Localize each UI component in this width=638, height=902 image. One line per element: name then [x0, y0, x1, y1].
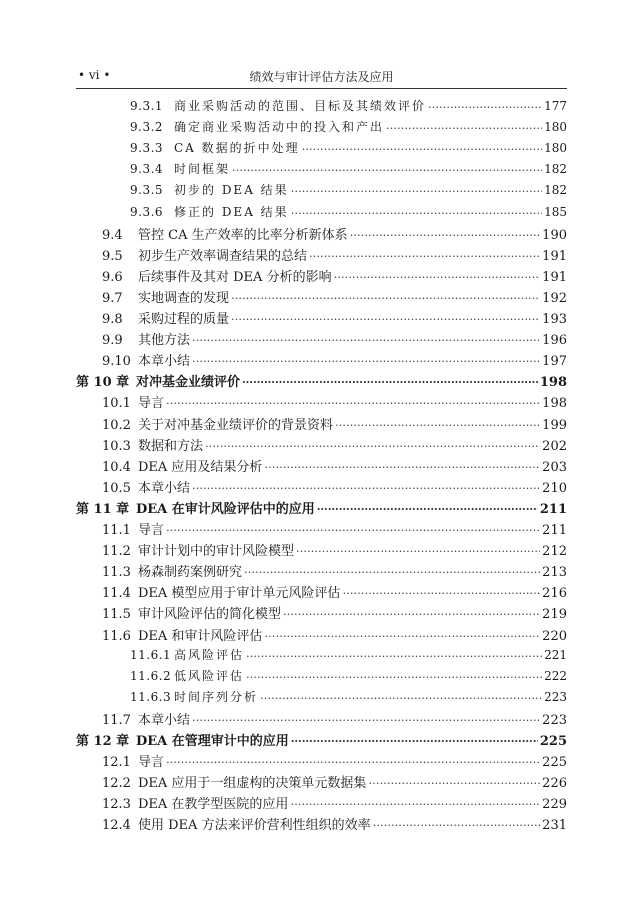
toc-entry-number: 9.3.1 — [130, 99, 164, 113]
toc-entry[interactable] — [130, 646, 567, 667]
toc-entry-number: 9.3.6 — [130, 204, 164, 219]
toc-entry-page: 191 — [542, 248, 567, 264]
toc-entry-title: 关于对冲基金业绩评价的背景资料 — [138, 417, 334, 433]
page-header — [76, 68, 567, 88]
dot-leader — [242, 373, 538, 386]
toc-entry-page: 191 — [542, 269, 567, 285]
toc-entry-page: 226 — [542, 776, 567, 792]
dot-leader — [192, 479, 540, 492]
toc-entry-page: 213 — [542, 565, 567, 581]
toc-entry[interactable] — [102, 224, 567, 245]
toc-entry[interactable] — [130, 139, 567, 160]
toc-entry-number: 12.1 — [102, 755, 131, 771]
toc-entry[interactable] — [102, 456, 567, 477]
toc-entry-title: DEA 应用及结果分析 — [138, 459, 263, 475]
dot-leader — [246, 647, 542, 659]
toc-entry[interactable] — [102, 772, 567, 793]
toc-entry-number: 9.3.5 — [130, 183, 164, 198]
toc-entry[interactable] — [102, 709, 567, 730]
toc-entry-number: 10.2 — [102, 417, 131, 433]
toc-chapter-entry[interactable] — [76, 730, 567, 751]
dot-leader — [335, 416, 540, 429]
toc-entry-title: 采购过程的质量 — [138, 312, 230, 327]
toc-entry-title: 商业采购活动的范围、目标及其绩效评价 — [174, 99, 427, 113]
toc-entry-title: DEA 和审计风险评估 — [138, 628, 263, 644]
toc-entry-title: 后续事件及其对 DEA 分析的影响 — [138, 269, 332, 285]
toc-chapter-entry[interactable] — [76, 498, 567, 519]
toc-entry[interactable] — [130, 97, 567, 118]
toc-entry-page: 223 — [542, 712, 567, 728]
toc-entry[interactable] — [130, 667, 567, 688]
toc-entry[interactable] — [102, 582, 567, 603]
toc-entry-title: 时间框架 — [174, 162, 231, 177]
dot-leader — [192, 711, 540, 724]
toc-entry-title: DEA 在审计风险评估中的应用 — [136, 501, 315, 517]
dot-leader — [192, 331, 540, 344]
toc-entry[interactable] — [102, 392, 567, 413]
toc-entry-page: 222 — [544, 668, 567, 683]
toc-entry-title: 导言 — [138, 396, 165, 412]
toc-entry-page: 225 — [542, 755, 567, 771]
dot-leader — [291, 204, 542, 216]
toc-entry-page: 199 — [542, 417, 567, 433]
toc-entry-title: DEA 在管理审计中的应用 — [136, 734, 289, 749]
dot-leader — [264, 627, 540, 640]
toc-entry-page: 225 — [539, 734, 567, 749]
toc-entry-title: 审计计划中的审计风险模型 — [138, 544, 295, 560]
dot-leader — [334, 268, 541, 281]
toc-entry-title: 导言 — [138, 523, 165, 538]
dot-leader — [291, 182, 542, 194]
toc-entry-number: 第 10 章 — [76, 375, 130, 391]
toc-entry-number: 11.6.3 — [130, 689, 172, 704]
toc-entry-page: 221 — [544, 647, 567, 662]
toc-entry-number: 9.9 — [102, 333, 123, 349]
toc-entry[interactable] — [130, 203, 567, 224]
toc-entry-number: 9.4 — [102, 227, 123, 243]
dot-leader — [205, 437, 540, 450]
toc-entry-number: 11.6 — [102, 628, 131, 644]
toc-entry-number: 12.3 — [102, 797, 131, 813]
toc-entry-number: 9.10 — [102, 354, 131, 370]
toc-entry-title: 初步的 DEA 结果 — [174, 183, 289, 198]
toc-entry-title: 本章小结 — [138, 712, 191, 728]
toc-entry-title: DEA 在教学型医院的应用 — [138, 797, 289, 813]
toc-entry-number: 9.8 — [102, 312, 123, 327]
toc-entry-number: 10.5 — [102, 480, 131, 496]
toc-entry-title: 管控 CA 生产效率的比率分析新体系 — [138, 227, 348, 243]
toc-entry-title: 杨森制药案例研究 — [138, 565, 243, 581]
dot-leader — [244, 563, 540, 576]
toc-entry-number: 9.3.2 — [130, 120, 164, 135]
toc-entry-page: 180 — [544, 141, 567, 156]
toc-entry-page: 210 — [542, 480, 567, 496]
dot-leader — [231, 310, 540, 323]
toc-entry[interactable] — [102, 625, 567, 646]
toc-entry-page: 212 — [542, 544, 567, 560]
toc-entry-page: 180 — [544, 120, 567, 135]
toc-entry[interactable] — [102, 435, 567, 456]
toc-entry-page: 192 — [542, 290, 567, 306]
toc-entry-page: 198 — [542, 396, 567, 412]
toc-entry-number: 10.3 — [102, 438, 131, 454]
toc-entry-page: 223 — [544, 689, 567, 704]
toc-entry-number: 11.3 — [102, 565, 131, 581]
dot-leader — [291, 732, 538, 745]
toc-entry-page: 211 — [539, 501, 567, 517]
toc-entry-number: 11.1 — [102, 523, 131, 538]
toc-entry-title: 修正的 DEA 结果 — [174, 204, 289, 219]
header-rule — [76, 88, 567, 89]
toc-entry-title: 数据和方法 — [138, 438, 204, 454]
toc-entry[interactable] — [102, 287, 567, 308]
dot-leader — [296, 542, 540, 555]
toc-entry-number: 10.1 — [102, 396, 131, 412]
toc-entry-title: 本章小结 — [138, 354, 191, 370]
dot-leader — [350, 226, 541, 239]
toc-entry-page: 211 — [542, 523, 567, 538]
toc-entry-title: CA 数据的折中处理 — [174, 141, 300, 156]
toc-entry-number: 11.6.2 — [130, 668, 172, 683]
toc-entry-page: 190 — [542, 227, 567, 243]
toc-entry-page: 219 — [542, 607, 567, 623]
toc-entry[interactable] — [102, 350, 567, 371]
toc-entry[interactable] — [102, 308, 567, 329]
toc-entry-number: 11.4 — [102, 586, 131, 602]
toc-entry-title: 实地调查的发现 — [138, 290, 230, 306]
dot-leader — [317, 500, 538, 513]
toc-entry-title: 审计风险评估的简化模型 — [138, 607, 282, 623]
toc-entry[interactable] — [102, 477, 567, 498]
dot-leader — [192, 352, 540, 365]
toc-entry-number: 第 12 章 — [76, 734, 130, 749]
toc-entry-page: 198 — [539, 375, 567, 391]
toc-entry-title: 其他方法 — [138, 333, 191, 349]
toc-chapter-entry[interactable] — [76, 371, 567, 392]
toc-entry[interactable] — [102, 561, 567, 582]
toc-entry-page: 182 — [544, 183, 567, 198]
dot-leader — [386, 119, 542, 131]
toc-entry-page: 229 — [542, 797, 567, 813]
dot-leader — [342, 584, 540, 597]
toc-entry[interactable] — [102, 329, 567, 350]
toc-entry-page: 231 — [542, 818, 567, 834]
toc-entry-number: 11.5 — [102, 607, 131, 623]
dot-leader — [264, 458, 540, 471]
toc-entry-title: 初步生产效率调查结果的总结 — [138, 248, 308, 264]
toc-entry-number: 11.6.1 — [130, 647, 172, 662]
dot-leader — [260, 689, 542, 701]
toc-entry[interactable] — [102, 519, 567, 540]
toc-entry-number: 10.4 — [102, 459, 131, 475]
toc-entry-page: 182 — [544, 162, 567, 177]
dot-leader — [283, 605, 540, 618]
toc-entry-page: 216 — [542, 586, 567, 602]
toc-entry-title: 对冲基金业绩评价 — [136, 375, 241, 391]
toc-entry-title: 高风险评估 — [174, 647, 245, 662]
toc-entry-title: 导言 — [138, 755, 165, 771]
toc-entry-page: 193 — [542, 312, 567, 327]
toc-entry-number: 9.7 — [102, 290, 123, 306]
dot-leader — [290, 795, 540, 808]
toc-entry-title: DEA 模型应用于审计单元风险评估 — [138, 586, 341, 602]
toc-entry-page: 196 — [542, 333, 567, 349]
dot-leader — [166, 521, 540, 534]
dot-leader — [368, 774, 540, 787]
toc-entry-title: 时间序列分析 — [174, 689, 259, 704]
dot-leader — [309, 247, 540, 260]
toc-entry[interactable] — [130, 160, 567, 181]
running-title: 绩效与审计评估方法及应用 — [249, 70, 394, 84]
toc-entry-page: 202 — [542, 438, 567, 454]
toc-entry[interactable] — [130, 118, 567, 139]
toc-entry-title: 低风险评估 — [174, 668, 245, 683]
toc-entry-number: 11.7 — [102, 712, 131, 728]
toc-entry[interactable] — [102, 814, 567, 835]
toc-entry-page: 177 — [544, 99, 567, 113]
toc-entry[interactable] — [130, 181, 567, 202]
toc-entry-number: 9.6 — [102, 269, 123, 285]
page-number: • vi • — [78, 68, 111, 82]
toc-entry-title: DEA 应用于一组虚构的决策单元数据集 — [138, 776, 367, 792]
dot-leader — [373, 816, 541, 829]
toc-entry-number: 第 11 章 — [76, 501, 130, 517]
dot-leader — [231, 289, 540, 302]
toc-entry[interactable] — [102, 266, 567, 287]
toc-entry-title: 本章小结 — [138, 480, 191, 496]
dot-leader — [246, 668, 542, 680]
toc-entry[interactable] — [102, 603, 567, 624]
toc-entry-number: 9.5 — [102, 248, 123, 264]
toc-entry[interactable] — [102, 414, 567, 435]
toc-entry-number: 9.3.4 — [130, 162, 164, 177]
toc-entry[interactable] — [102, 793, 567, 814]
toc-entry[interactable] — [102, 245, 567, 266]
toc-entry-title: 使用 DEA 方法来评价营利性组织的效率 — [138, 818, 371, 834]
dot-leader — [302, 140, 542, 152]
dot-leader — [428, 98, 542, 110]
toc-entry[interactable] — [130, 688, 567, 709]
toc-entry-page: 185 — [544, 204, 567, 219]
toc-entry-title: 确定商业采购活动中的投入和产出 — [174, 120, 385, 135]
toc-entry-number: 12.2 — [102, 776, 131, 792]
dot-leader — [166, 394, 540, 407]
toc-entry-page: 220 — [542, 628, 567, 644]
toc-entry[interactable] — [102, 540, 567, 561]
toc-entry[interactable] — [102, 751, 567, 772]
dot-leader — [232, 161, 542, 173]
toc-entry-number: 9.3.3 — [130, 141, 164, 156]
toc-entry-page: 197 — [542, 354, 567, 370]
toc-entry-page: 203 — [542, 459, 567, 475]
dot-leader — [166, 753, 540, 766]
toc-entry-number: 11.2 — [102, 544, 131, 560]
toc-entry-number: 12.4 — [102, 818, 131, 834]
